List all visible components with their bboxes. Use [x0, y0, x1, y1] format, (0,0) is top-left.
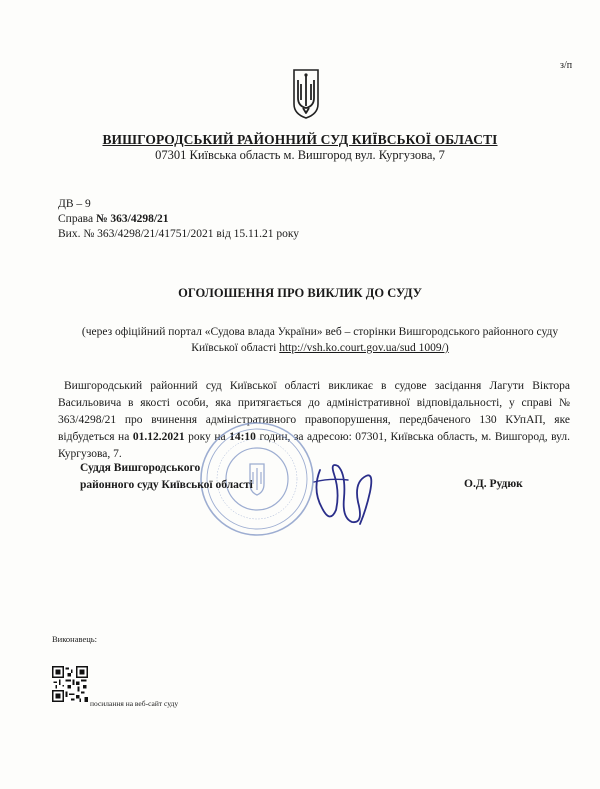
qr-code-icon[interactable] [52, 666, 88, 702]
trident-emblem-icon [292, 68, 320, 120]
court-name: ВИШГОРОДСЬКИЙ РАЙОННИЙ СУД КИЇВСЬКОЇ ОБЛАСТІ [102, 132, 498, 147]
body-part-3: годин, за адресою: 07301, Київська область, м. Вишгород, вул. Кургузова, 7. [58, 431, 570, 460]
qr-caption: посилання на веб-сайт суду [90, 699, 179, 708]
judge-name: О.Д. Рудюк [464, 478, 523, 490]
hearing-date: 01.12.2021 [132, 431, 185, 443]
publication-note [70, 324, 570, 356]
judge-title-line-1: Суддя Вишгородського [80, 462, 201, 474]
body-part-1: Вишгородський районний суд Київської області викликає в судове засідання Лагути Віктора Васильовича в якості особи, яка притягається до адміністративної відповідальності, у справі № 363/4298/21 про вчинення адміністративного правопорушення, передбаченого 130 КУпАП, яке відбудеться на [58, 380, 570, 443]
publication-text: (через офіційний портал «Судова влада України» веб – сторінки Вишгородського районного суду Київської області [81, 326, 559, 354]
case-label: Справа [58, 213, 96, 225]
judge-title-line-2: районного суду Київської області [80, 479, 253, 491]
hearing-time: 14:10 [229, 431, 256, 443]
document-code: ДВ – 9 [58, 198, 91, 210]
court-website-link[interactable]: http://vsh.ko.court.gov.ua/sud 1009/) [279, 342, 449, 354]
court-address: 07301 Київська область м. Вишгород вул. Кургузова, 7 [155, 148, 445, 162]
notice-title: ОГОЛОШЕННЯ ПРО ВИКЛИК ДО СУДУ [178, 286, 422, 300]
corner-mark: з/п [560, 60, 573, 71]
case-line [58, 212, 169, 227]
body-part-2: року на [184, 431, 230, 443]
judge-title [80, 460, 253, 494]
outgoing-number: Вих. № 363/4298/21/41751/2021 від 15.11.21 року [58, 228, 300, 240]
case-number: № 363/4298/21 [95, 213, 169, 225]
handwritten-signature-icon [300, 452, 390, 532]
executor-label: Виконавець: [52, 634, 98, 644]
